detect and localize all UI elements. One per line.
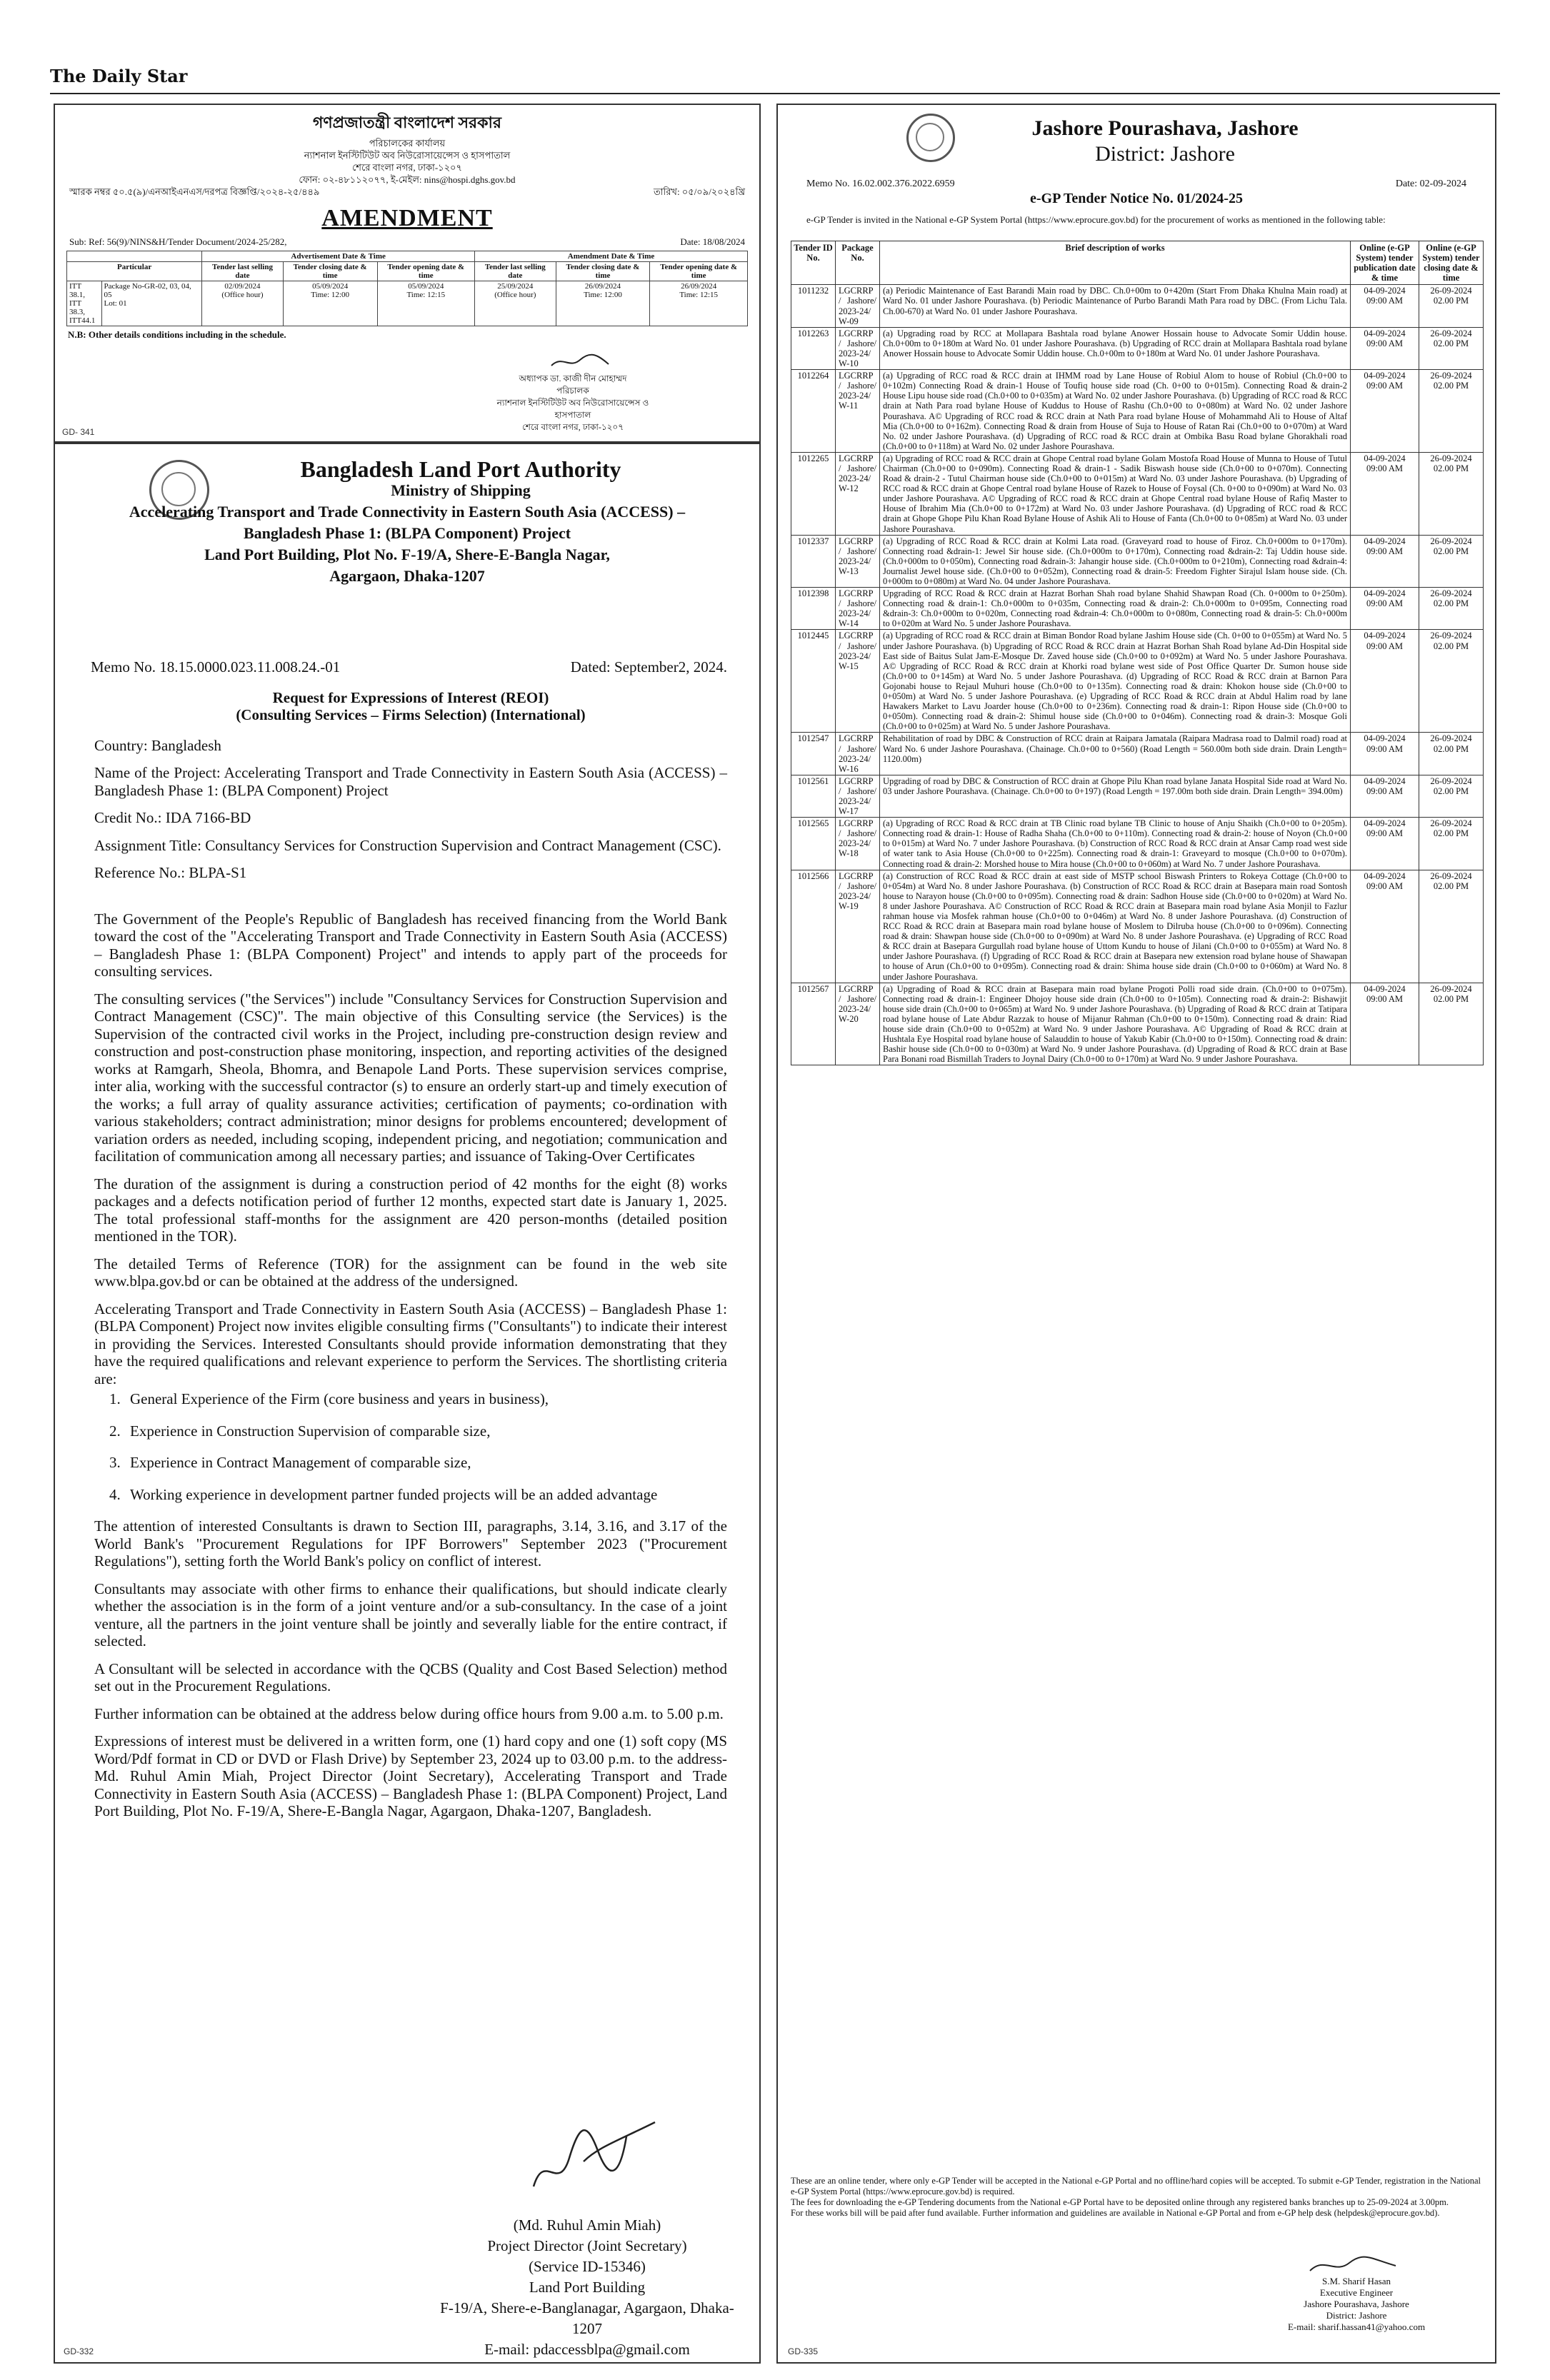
work-description: (a) Upgrading road by RCC at Mollapara Bashtala road bylane Anower Hossain house to Advocate Somir Uddin house. Ch.0+00m to 0+180m at Ward No. 01 under Jashore Pourashava. (b) Upgrading of RCC drain at Mollapara Bashtala road bylane Anower Hossain house to Advocate Somir Uddin house. Ch.0+00m to 0+180m at Ward No. 01 under Jashore Pourashava.	[880, 327, 1351, 369]
reoi-subtitle: (Consulting Services – Firms Selection) (International)	[236, 706, 586, 723]
particular-header: Particular	[67, 262, 202, 281]
table-cell: 26/09/2024 Time: 12:00	[556, 281, 650, 326]
table-cell: 26/09/2024 Time: 12:15	[650, 281, 748, 326]
paragraph: Further information can be obtained at the address below during office hours from 9.00 a.m. to 5.00 p.m.	[94, 1704, 724, 1722]
signatory-address: শেরে বাংলা নগর, ঢাকা-১২০৭	[521, 422, 624, 432]
closing-date: 26-09-2024 02.00 PM	[1419, 775, 1484, 817]
package-no: LGCRRP / Jashore/ 2023-24/ W-14	[836, 588, 880, 630]
publication-date: 04-09-2024 09:00 AM	[1351, 630, 1419, 733]
package-no: LGCRRP / Jashore/ 2023-24/ W-20	[836, 983, 880, 1065]
package-no: LGCRRP / Jashore/ 2023-24/ W-12	[836, 452, 880, 535]
ministry: Ministry of Shipping	[391, 481, 531, 499]
tender-intro: e-GP Tender is invited in the National e-GP System Portal (https://www.eprocure.gov.bd) for the procurement of works as mentioned in the following table:	[806, 214, 1386, 225]
publication-date: 04-09-2024 09:00 AM	[1351, 452, 1419, 535]
work-description: Upgrading of RCC Road & RCC drain at Hazrat Borhan Shah road bylane Shahid Shawpan Road (Ch. 0+000m to 0+250m). Connecting road & drain-1: Ch.0+000m to 0+035m, Connecting road & drain-2: Ch.0+000m to 0+095m, Connecting road &drain-3: Ch.0+000m to 0+020m, Connecting road &drain-4: Ch.0+000m to 0+080m, Connecting road & drain-5: Ch.0+000m to 0+020m at Ward No. 5 under Jashore Pourashava.	[880, 588, 1351, 630]
blpa-title: Bangladesh Land Port Authority	[300, 456, 621, 482]
amendment-group-header: Amendment Date & Time	[475, 251, 748, 262]
column-header: Tender last selling date	[475, 262, 556, 281]
column-header: Online (e-GP System) tender publication date & time	[1351, 241, 1419, 285]
signatory-address: F-19/A, Shere-e-Banglanagar, Agargaon, Dhaka-1207	[440, 2299, 734, 2337]
closing-date: 26-09-2024 02.00 PM	[1419, 370, 1484, 453]
signatory-building: Land Port Building	[529, 2279, 646, 2296]
memo-number: Memo No. 18.15.0000.023.11.008.24.-01	[91, 658, 341, 676]
package-no: LGCRRP / Jashore/ 2023-24/ W-19	[836, 870, 880, 983]
list-item: 4. Working experience in development partner funded projects will be an added advantage	[124, 1486, 727, 1504]
column-header: Tender ID No.	[791, 241, 836, 285]
blpa-body	[91, 658, 727, 1830]
publication-date: 04-09-2024 09:00 AM	[1351, 285, 1419, 327]
tender-table	[791, 241, 1484, 1065]
subject-row	[55, 236, 759, 248]
institute-line: ন্যাশনাল ইনস্টিটিউট অব নিউরোসায়েন্সেস ও হাসপাতাল	[304, 150, 511, 161]
paragraph: The attention of interested Consultants is drawn to Section III, paragraphs, 3.14, 3.16, and 3.17 of the World Bank's "Procurement Regulations for IPF Borrowers" September 2023 ("Procurement Regulations"), setting forth the World Bank's policy on conflict of interest.	[94, 1517, 727, 1570]
signatory-name: S.M. Sharif Hasan	[1321, 2276, 1391, 2286]
memo-date: Date: 02-09-2024	[1395, 179, 1466, 189]
closing-date: 26-09-2024 02.00 PM	[1419, 733, 1484, 775]
signatory-title: Executive Engineer	[1319, 2287, 1394, 2298]
paragraph: A Consultant will be selected in accordance with the QCBS (Quality and Cost Based Selection) method set out in the Procurement Regulations.	[94, 1660, 727, 1694]
project-name: Name of the Project: Accelerating Transport and Trade Connectivity in Eastern South Asia (ACCESS) – Bangladesh Phase 1: (BLPA Component) Project	[94, 764, 727, 799]
signatory-email: E-mail: sharif.hassan41@yahoo.com	[1287, 2321, 1426, 2332]
newspaper-masthead: The Daily Star	[50, 66, 188, 86]
gd-number: GD- 341	[62, 427, 95, 437]
signatory-name: (Md. Ruhul Amin Miah)	[513, 2216, 661, 2234]
work-description: (a) Upgrading of RCC Road & RCC drain at TB Clinic road bylane TB Clinic to house of Anju Shaikh (Ch.0+00 to 0+205m). Connecting road & drain-1: House of Radha Shaha (Ch.0+00 to 0+110m). Connecting road & drain-2: house of Noyon (Ch.0+00 to 0+015m) at Ward No. 7 under Jashore Pourashava. (b) Construction of RCC Road & RCC drain at Ansar Camp road west side of water tank to Asia House (Ch.0+00 to 0+225m). Connecting road & drain-1: Graveyard to mosque (Ch.0+00 to 0+070m). Connecting road & drain-2: Morshed house to Mira house (Ch.0+00 to 0+060m) at Ward No. 7 under Jashore Pourashava.	[880, 818, 1351, 870]
table-cell: 25/09/2024 (Office hour)	[475, 281, 556, 326]
signatory-district: District: Jashore	[1326, 2310, 1387, 2321]
paragraph: Consultants may associate with other firms to enhance their qualifications, but should indicate clearly whether the association is in the form of a joint venture and/or a sub-consultancy. In the case of a joint venture, all the partners in the joint venture shall be jointly and severally liable for the entire contract, if selected.	[94, 1580, 727, 1650]
criteria-list	[110, 1390, 727, 1503]
table-row	[791, 370, 1484, 453]
tender-footnotes	[791, 2176, 1481, 2219]
footnote: For these works bill will be paid after fund available. Further information and guidelines are available in National e-GP Portal and from e-GP help desk (helpdesk@eprocure.gov.bd).	[791, 2208, 1440, 2218]
reference-number: স্মারক নম্বর ৫০.৫(৯)/এনআইএনএস/দরপত্র বিজ্ঞপ্তি/২০২৪-২৫/৪৪৯	[69, 186, 320, 197]
work-description: Upgrading of road by DBC & Construction of RCC drain at Ghope Pilu Khan road bylane Janata Hospital Side road at Ward No. 03 under Jashore Pourashava. (Chainage. Ch.0+00 to 0+197) (Road Length = 197.00m both side drain. Drain Length= 394.00m)	[880, 775, 1351, 817]
footnote: These are an online tender, where only e-GP Tender will be accepted in the National e-GP Portal and no offline/hard copies will be accepted. To submit e-GP Tender, registration in the National e-GP System Portal (https://www.eprocure.gov.bd) is required.	[791, 2176, 1481, 2196]
govt-title: গণপ্রজাতন্ত্রী বাংলাদেশ সরকার	[312, 114, 502, 131]
itt-clauses: ITT 38.1, ITT 38.3, ITT44.1	[67, 281, 102, 326]
handwritten-signature	[519, 2108, 662, 2201]
country: Country: Bangladesh	[94, 736, 221, 754]
address-line-2: Agargaon, Dhaka-1207	[329, 567, 485, 585]
signatory-institute: ন্যাশনাল ইনস্টিটিউট অব নিউরোসায়েন্সেস ও হাসপাতাল	[496, 398, 649, 420]
closing-date: 26-09-2024 02.00 PM	[1419, 285, 1484, 327]
closing-date: 26-09-2024 02.00 PM	[1419, 983, 1484, 1065]
list-item: 1. General Experience of the Firm (core business and years in business),	[124, 1390, 727, 1408]
paragraph: Expressions of interest must be delivered in a written form, one (1) hard copy and one (1) soft copy (MS Word/Pdf format in CD or DVD or Flash Drive) by September 23, 2024 up to 03.00 p.m. to the address- Md. Ruhul Amin Miah, Project Director (Joint Secretary), Accelerating Transport and Trade Connectivity in Eastern South Asia (ACCESS) – Bangladesh Phase 1: (BLPA Component) Project, Land Port Building, Plot No. F-19/A, Shere-E-Bangla Nagar, Agargaon, Dhaka-1207, Bangladesh.	[94, 1732, 727, 1819]
tender-id: 1012567	[791, 983, 836, 1065]
paragraph: Accelerating Transport and Trade Connectivity in Eastern South Asia (ACCESS) – Bangladesh Phase 1: (BLPA Component) Project now invites eligible consulting firms ("Consultants") to indicate their interest in providing the Services. Interested Consultants should provide information demonstrating that they have the required qualifications and relevant experience to perform the Services. The shortlisting criteria are:	[94, 1300, 727, 1387]
publication-date: 04-09-2024 09:00 AM	[1351, 327, 1419, 369]
table-row	[791, 588, 1484, 630]
blpa-signatory	[434, 2215, 741, 2360]
reference-number: Reference No.: BLPA-S1	[94, 864, 247, 881]
tender-id: 1012398	[791, 588, 836, 630]
signatory-name: অধ্যাপক ডা. কাজী দীন মোহাম্মদ	[519, 373, 627, 383]
email-link[interactable]: pdaccessblpa@gmail.com	[533, 2341, 690, 2358]
memo-row	[806, 179, 1466, 190]
closing-date: 26-09-2024 02.00 PM	[1419, 327, 1484, 369]
publication-date: 04-09-2024 09:00 AM	[1351, 983, 1419, 1065]
package-no: LGCRRP / Jashore/ 2023-24/ W-16	[836, 733, 880, 775]
reference-date: তারিখ: ০৫/০৯/২০২৪খ্রি	[654, 186, 745, 197]
column-header: Brief description of works	[880, 241, 1351, 285]
tender-notice-title: e-GP Tender Notice No. 01/2024-25	[1030, 191, 1243, 206]
table-row	[791, 733, 1484, 775]
table-row	[791, 870, 1484, 983]
reference-row	[55, 186, 759, 201]
column-header: Online (e-GP System) tender closing date & time	[1419, 241, 1484, 285]
project-line-2: Bangladesh Phase 1: (BLPA Component) Project	[243, 524, 571, 542]
table-row	[791, 983, 1484, 1065]
work-description: (a) Upgrading of RCC road & RCC drain at Biman Bondor Road bylane Jashim House side (Ch. 0+00 to 0+055m) at Ward No. 5 under Jashore Pourashava. (b) Upgrading of RCC Road & RCC drain at Hazrat Borhan Shah Road bylane Ad-Din Hospital side East side of Baitus Sulat Jam-E-Mosque Dr. Zaved house side (Ch.0+00 to 0+092m) at Ward No. 5 under Jashore Pourashava. A© Upgrading of RCC Road & RCC drain at Khorki road bylane west side of Post Office Quarter Dr. Sumon house side (Ch.0+00 to 0+145m) at Ward No. 5 under Jashore Pourashava. (d) Upgrading of RCC Road & RCC drain at Barnon Para Gojonabi house to Rejaul Muhuri house (Ch.0+00 to 0+135m). Connecting road & drain: Khokon house side (Ch.0+00 to 0+050m) at Ward No. 5 under Jashore Pourashava. (e) Upgrading of RCC Road & RCC drain at Abdul Halim road by lane Hawakers Market to Lavu Joarder house (Ch.0+00 to 0+236m). Connecting road & drain-1: Ripon House side (Ch.0+00 to 0+050m). Connecting road & drain-2: Shimul house side (Ch.0+00 to 0+046m). Connecting road & drain-3: Mosque Goli (Ch.0+00 to 0+025m) at Ward No. 5 under Jashore Pourashava.	[880, 630, 1351, 733]
column-header: Tender closing date & time	[556, 262, 650, 281]
signatory-organization: Jashore Pourashava, Jashore	[1304, 2299, 1409, 2309]
address-line-1: Land Port Building, Plot No. F-19/A, Shere-E-Bangla Nagar,	[204, 546, 610, 563]
closing-date: 26-09-2024 02.00 PM	[1419, 630, 1484, 733]
signatory-title: পরিচালক	[556, 386, 589, 396]
footnote: The fees for downloading the e-GP Tendering documents from the National e-GP Portal have to be deposited online through any registered banks branches up to 25-09-2024 at 3.00pm.	[791, 2197, 1449, 2207]
publication-date: 04-09-2024 09:00 AM	[1351, 870, 1419, 983]
blpa-advertisement	[54, 443, 761, 2364]
jashore-signatory	[1235, 2276, 1478, 2333]
table-row	[791, 327, 1484, 369]
memo-number: Memo No. 16.02.002.376.2022.6959	[806, 179, 955, 189]
contact-line: ফোন: ০২-৪৮১১২০৭৭, ই-মেইল: nins@hospi.dghs.gov.bd	[299, 174, 516, 185]
memo-date: Dated: September2, 2024.	[570, 658, 727, 676]
signature-scribble	[548, 351, 612, 371]
package-no: LGCRRP / Jashore/ 2023-24/ W-17	[836, 775, 880, 817]
work-description: (a) Upgrading of RCC road & RCC drain at IHMM road by Lane House of Robiul Alom to house of Robiul (Ch.0+00 to 0+102m) Connecting Road & drain-1 House of Toufiq house side road (Ch. 0+00 to 0+015m). Connecting Road & drain-2 House Lipu house side road (Ch.0+00 to 0+035m) at Ward No. 02 under Jashore Pourashava. (b) Upgrading of RCC road & RCC drain at Nath Para road bylane House of Kuddus to House of Rashu (Ch.0+00 to 0+080m) at Ward No. 02 under Jashore Pourashava. A© Upgrading of RCC road & RCC drain at Nath Para road bylane House of Mohammahd Ali to House of Altaf Mia (Ch.0+00 to 0+162m). Connecting Road & drain from House of Suja to House of Ratan Rai (Ch.0+00 to 0+070m) at Ward No. 02 under Jashore Pourashava. (d) Upgrading of RCC road & RCC drain at Ombika Basu Road bylane Ghorakhali road (Ch.0+00 to 0+118m) at Ward No. 02 under Jashore Pourashava.	[880, 370, 1351, 453]
subject-ref: Sub: Ref: 56(9)/NINS&H/Tender Document/2024-25/282,	[69, 236, 287, 247]
work-description: Rehabilitation of road by DBC & Construction of RCC drain at Raipara Jamatala (Raipara Madrasa road to Dalmil road) road at Ward No. 6 under Jashore Pourashava. (Chainage. Ch.0+00 to 0+560) (Road Length = 560.00m both side drain. Drain Length= 1120.00m)	[880, 733, 1351, 775]
reoi-heading	[94, 689, 727, 724]
amendment-signatory	[484, 373, 662, 433]
reoi-title: Request for Expressions of Interest (REOI)	[272, 688, 549, 706]
work-description: (a) Upgrading of RCC Road & RCC drain at Kolmi Lata road. (Graveyard road to house of Firoz. Ch.0+000m to 0+170m). Connecting road &drain-1: Jewel Sir house side. (Ch.0+000m to 0+170m), Connecting road &drain-2: Taj Uddin house side. (Ch.0+000m to 0+050m), Connecting road &drain-3: Jahangir house side. (Ch.0+000m to 0+210m), Connecting road &drain-4: Journalist Jewel house side. (Ch.0+00 to 0+052m), Connecting road & drain-5: Freedom Fighter Sirajul Islam house side. (Ch. 0+000m to 0+080m) at Ward No. 04 under Jashore Pourashava.	[880, 535, 1351, 587]
work-description: (a) Upgrading of RCC road & RCC drain at Ghope Central road bylane Golam Mostofa Road House of Munna to House of Tutul Chairman (Ch.0+00 to 0+090m). Connecting Road & drain-1 - Sadik Biswash house side (Ch.0+00 to 0+070m). Connecting Road & drain-2 - Tutul Chairman house side (Ch.0+00 to 0+015m) at Ward No. 03 under Jashore Pourashava. (b) Upgrading of RCC road & RCC drain at Ghope Central road bylane House of Razek to House of Foysal (Ch. 0+00 to 0+090m) at Ward No. 03 under Jashore Pourashava. A© Upgrading of RCC road & RCC drain at Ghope Central road bylane House of Rafiq Master to House of Ibrahim Mia (Ch.0+00 to 0+172m) at Ward No. 03 under Jashore Pourashava. (d) Upgrading of RCC road & RCC drain at Ghope Ghope Pilu Khan Road Bylane House of Ashik Ali to House of Fanta (Ch.0+00 to 0+085m) at Ward No. 03 under Jashore Pourashava.	[880, 452, 1351, 535]
table-cell: 05/09/2024 Time: 12:15	[377, 281, 475, 326]
tender-id: 1012561	[791, 775, 836, 817]
blpa-header	[84, 458, 731, 587]
closing-date: 26-09-2024 02.00 PM	[1419, 452, 1484, 535]
jashore-district: District: Jashore	[1095, 142, 1235, 166]
paragraph: The detailed Terms of Reference (TOR) for the assignment can be found in the web site www.blpa.gov.bd or can be obtained at the address of the undersigned.	[94, 1255, 727, 1290]
paragraph: The consulting services ("the Services") include "Consultancy Services for Construction Supervision and Contract Management (CSC)". The main objective of this Consulting service (the Services) is the Supervision of the contracted civil works in the Project, including pre-construction design review and construction and post-construction phase monitoring, inspection, and reporting activities of the designed works at Ramgarh, Sheola, Bhomra, and Benapole Land Ports. These supervision services comprise, inter alia, working with the successful contractor (s) to ensure an orderly start-up and timely execution of the works; a full array of quality assurance activities; certification of payments; co-ordination with various stakeholders; contract administration; minor designs for problems encountered; development of variation orders as needed, including scoping, independent pricing, and negotiation; communication and facilitation of communication among all necessary parties; and issuance of Taking-Over Certificates	[94, 990, 727, 1165]
header-rule	[50, 93, 1500, 94]
publication-date: 04-09-2024 09:00 AM	[1351, 370, 1419, 453]
table-row	[791, 285, 1484, 327]
closing-date: 26-09-2024 02.00 PM	[1419, 535, 1484, 587]
column-header: Package No.	[836, 241, 880, 285]
publication-date: 04-09-2024 09:00 AM	[1351, 818, 1419, 870]
handwritten-signature	[1306, 2253, 1399, 2277]
subject-date: Date: 18/08/2024	[680, 236, 745, 247]
address-line: শেরে বাংলা নগর, ঢাকা-১২০৭	[352, 162, 462, 173]
jashore-advertisement	[776, 104, 1496, 2364]
publication-date: 04-09-2024 09:00 AM	[1351, 775, 1419, 817]
tender-id: 1012264	[791, 370, 836, 453]
memo-row	[91, 658, 727, 676]
email-label: E-mail:	[484, 2341, 534, 2358]
gd-number: GD-335	[788, 2346, 819, 2356]
work-description: (a) Construction of RCC Road & RCC drain at east side of MSTP school Biswash Printers to Rokeya Cottage (Ch.0+00 to 0+054m) at Ward No. 8 under Jashore Pourashava. (b) Construction of RCC Road & RCC drain at Basepara main road Sontosh house to Narayon house (Ch.0+00 to 0+095m). Connecting road & drain: Sadhon House side (Ch.0+00 to 0+020m) at Ward No. 8 under Jashore Pourashava. A© Construction of RCC Road & RCC drain at Basepara main road bylane Asia Monjil to Fazlur rahman house via Mosfek rahman house (Ch.0+00 to 0+046m) at Ward No. 8 under Jashore Pourashava. (d) Construction of RCC Road & RCC drain at Basepara main road bylane house of Moslem to Dilruba house (Ch.0+00 to 0+096m). Connecting road & drain: Shawpan house side (Ch.0+00 to 0+090m) at Ward No. 8 under Jashore Pourashava. (e) Upgrading of RCC Road & RCC drain at Basepara Gurgullah road bylane house of Uttom Kundu to house of Jilani (Ch.0+00 to 0+055m) at Ward No. 8 under Jashore Pourashava. (f) Upgrading of RCC Road & RCC drain at Basepara new extension road bylane house of Shawapan to house of Arun (Ch.0+00 to 0+095m). Connecting road & drain: Shima house side drain (Ch.0+00 to 0+060m) at Ward No. 8 under Jashore Pourashava.	[880, 870, 1351, 983]
package-no: LGCRRP / Jashore/ 2023-24/ W-11	[836, 370, 880, 453]
publication-date: 04-09-2024 09:00 AM	[1351, 588, 1419, 630]
package-no: LGCRRP / Jashore/ 2023-24/ W-10	[836, 327, 880, 369]
credit-number: Credit No.: IDA 7166-BD	[94, 809, 251, 826]
paragraph: The Government of the People's Republic of Bangladesh has received financing from the World Bank toward the cost of the "Accelerating Transport and Trade Connectivity in Eastern South Asia (ACCESS) – Bangladesh Phase 1: (BLPA Component) Project" and intends to apply part of the proceeds for consulting services.	[94, 910, 727, 980]
office-line: পরিচালকের কার্যালয়	[369, 138, 446, 149]
assignment-title: Assignment Title: Consultancy Services for Construction Supervision and Contract Management (CSC).	[94, 836, 721, 854]
signatory-email-line	[434, 2339, 741, 2360]
table-cell: 02/09/2024 (Office hour)	[202, 281, 284, 326]
column-header: Tender closing date & time	[283, 262, 377, 281]
tender-id: 1011232	[791, 285, 836, 327]
tender-id: 1012265	[791, 452, 836, 535]
publication-date: 04-09-2024 09:00 AM	[1351, 535, 1419, 587]
package-no: LGCRRP / Jashore/ 2023-24/ W-13	[836, 535, 880, 587]
column-header: Tender last selling date	[202, 262, 284, 281]
tender-id: 1012445	[791, 630, 836, 733]
list-item: 3. Experience in Contract Management of comparable size,	[124, 1454, 727, 1472]
list-item: 2. Experience in Construction Supervision of comparable size,	[124, 1422, 727, 1440]
amendment-advertisement	[54, 104, 761, 443]
signatory-title: Project Director (Joint Secretary)	[487, 2237, 687, 2254]
column-header: Tender opening date & time	[377, 262, 475, 281]
tender-id: 1012565	[791, 818, 836, 870]
closing-date: 26-09-2024 02.00 PM	[1419, 818, 1484, 870]
table-row	[791, 452, 1484, 535]
package-no: LGCRRP / Jashore/ 2023-24/ W-18	[836, 818, 880, 870]
table-row	[791, 535, 1484, 587]
table-row	[791, 775, 1484, 817]
jashore-title: Jashore Pourashava, Jashore	[1031, 116, 1299, 140]
table-cell: 05/09/2024 Time: 12:00	[283, 281, 377, 326]
project-line-1: Accelerating Transport and Trade Connectivity in Eastern South Asia (ACCESS) –	[129, 503, 686, 521]
nb-note: N.B: Other details conditions including in the schedule.	[68, 329, 286, 340]
work-description: (a) Periodic Maintenance of East Barandi Main road by DBC. Ch.0+00m to 0+420m (Start From Dhaka Khulna Main road) at Ward No. 01 under Jashore Pourashava. (b) Periodic Maintenance of Purbo Barandi Math Para road by DBC. (From Lichu Tala. Ch.00-670) at Ward No. 01 under Jashore Pourashava.	[880, 285, 1351, 327]
table-row	[791, 818, 1484, 870]
amendment-table	[66, 251, 748, 326]
gd-number: GD-332	[64, 2346, 94, 2356]
closing-date: 26-09-2024 02.00 PM	[1419, 870, 1484, 983]
work-description: (a) Upgrading of Road & RCC drain at Basepara main road bylane Progoti Polli road side drain. (Ch.0+00 to 0+075m). Connecting road & drain-1: Engineer Dhojoy house side drain (Ch.0+00 to 0+105m). Connecting road & drain-2: Bishawjit house side drain (Ch.0+00 to 0+065m) at Ward No. 9 under Jashore Pourashava. (b) Upgrading of Road & RCC drain at Tatipara road bylane house of Late Abdur Razzak to house of Mijanur Rahman (Ch.0+00 to 0+150m). Connecting road & drain: Riad house side drain (Ch.0+00 to 0+052m) at Ward No. 9 under Jashore Pourashava. A© Upgrading of Road & RCC drain at Hushtala Eye Hospital road bylane house of Salauddin to house of Yakub Kabir (Ch.0+00 to 0+150m). Connecting road & drain: Bashir house side (Ch.0+00 to 0+030m) at Ward No. 9 under Jashore Pourashava. (d) Upgrading of Road & RCC drain at Base Para Bonani road Bismillah Traders to Joynal Dairy (Ch.0+00 to 0+170m) at Ward No. 9 under Jashore Pourashava.	[880, 983, 1351, 1065]
column-header: Tender opening date & time	[650, 262, 748, 281]
amendment-title: AMENDMENT	[321, 205, 493, 231]
package-no: LGCRRP / Jashore/ 2023-24/ W-15	[836, 630, 880, 733]
tender-id: 1012566	[791, 870, 836, 983]
tender-id: 1012337	[791, 535, 836, 587]
publication-date: 04-09-2024 09:00 AM	[1351, 733, 1419, 775]
service-id: (Service ID-15346)	[529, 2258, 646, 2275]
package-lot: Package No-GR-02, 03, 04, 05 Lot: 01	[101, 281, 202, 326]
tender-id: 1012263	[791, 327, 836, 369]
package-no: LGCRRP / Jashore/ 2023-24/ W-09	[836, 285, 880, 327]
tender-id: 1012547	[791, 733, 836, 775]
table-row	[791, 630, 1484, 733]
closing-date: 26-09-2024 02.00 PM	[1419, 588, 1484, 630]
paragraph: The duration of the assignment is during a construction period of 42 months for the eight (8) works packages and a defects notification period of further 12 months, expected start date is January 1, 2025. The total professional staff-months for the assignment are 420 person-months (detailed position mentioned in the TOR).	[94, 1175, 727, 1245]
advertisement-group-header: Advertisement Date & Time	[202, 251, 475, 262]
